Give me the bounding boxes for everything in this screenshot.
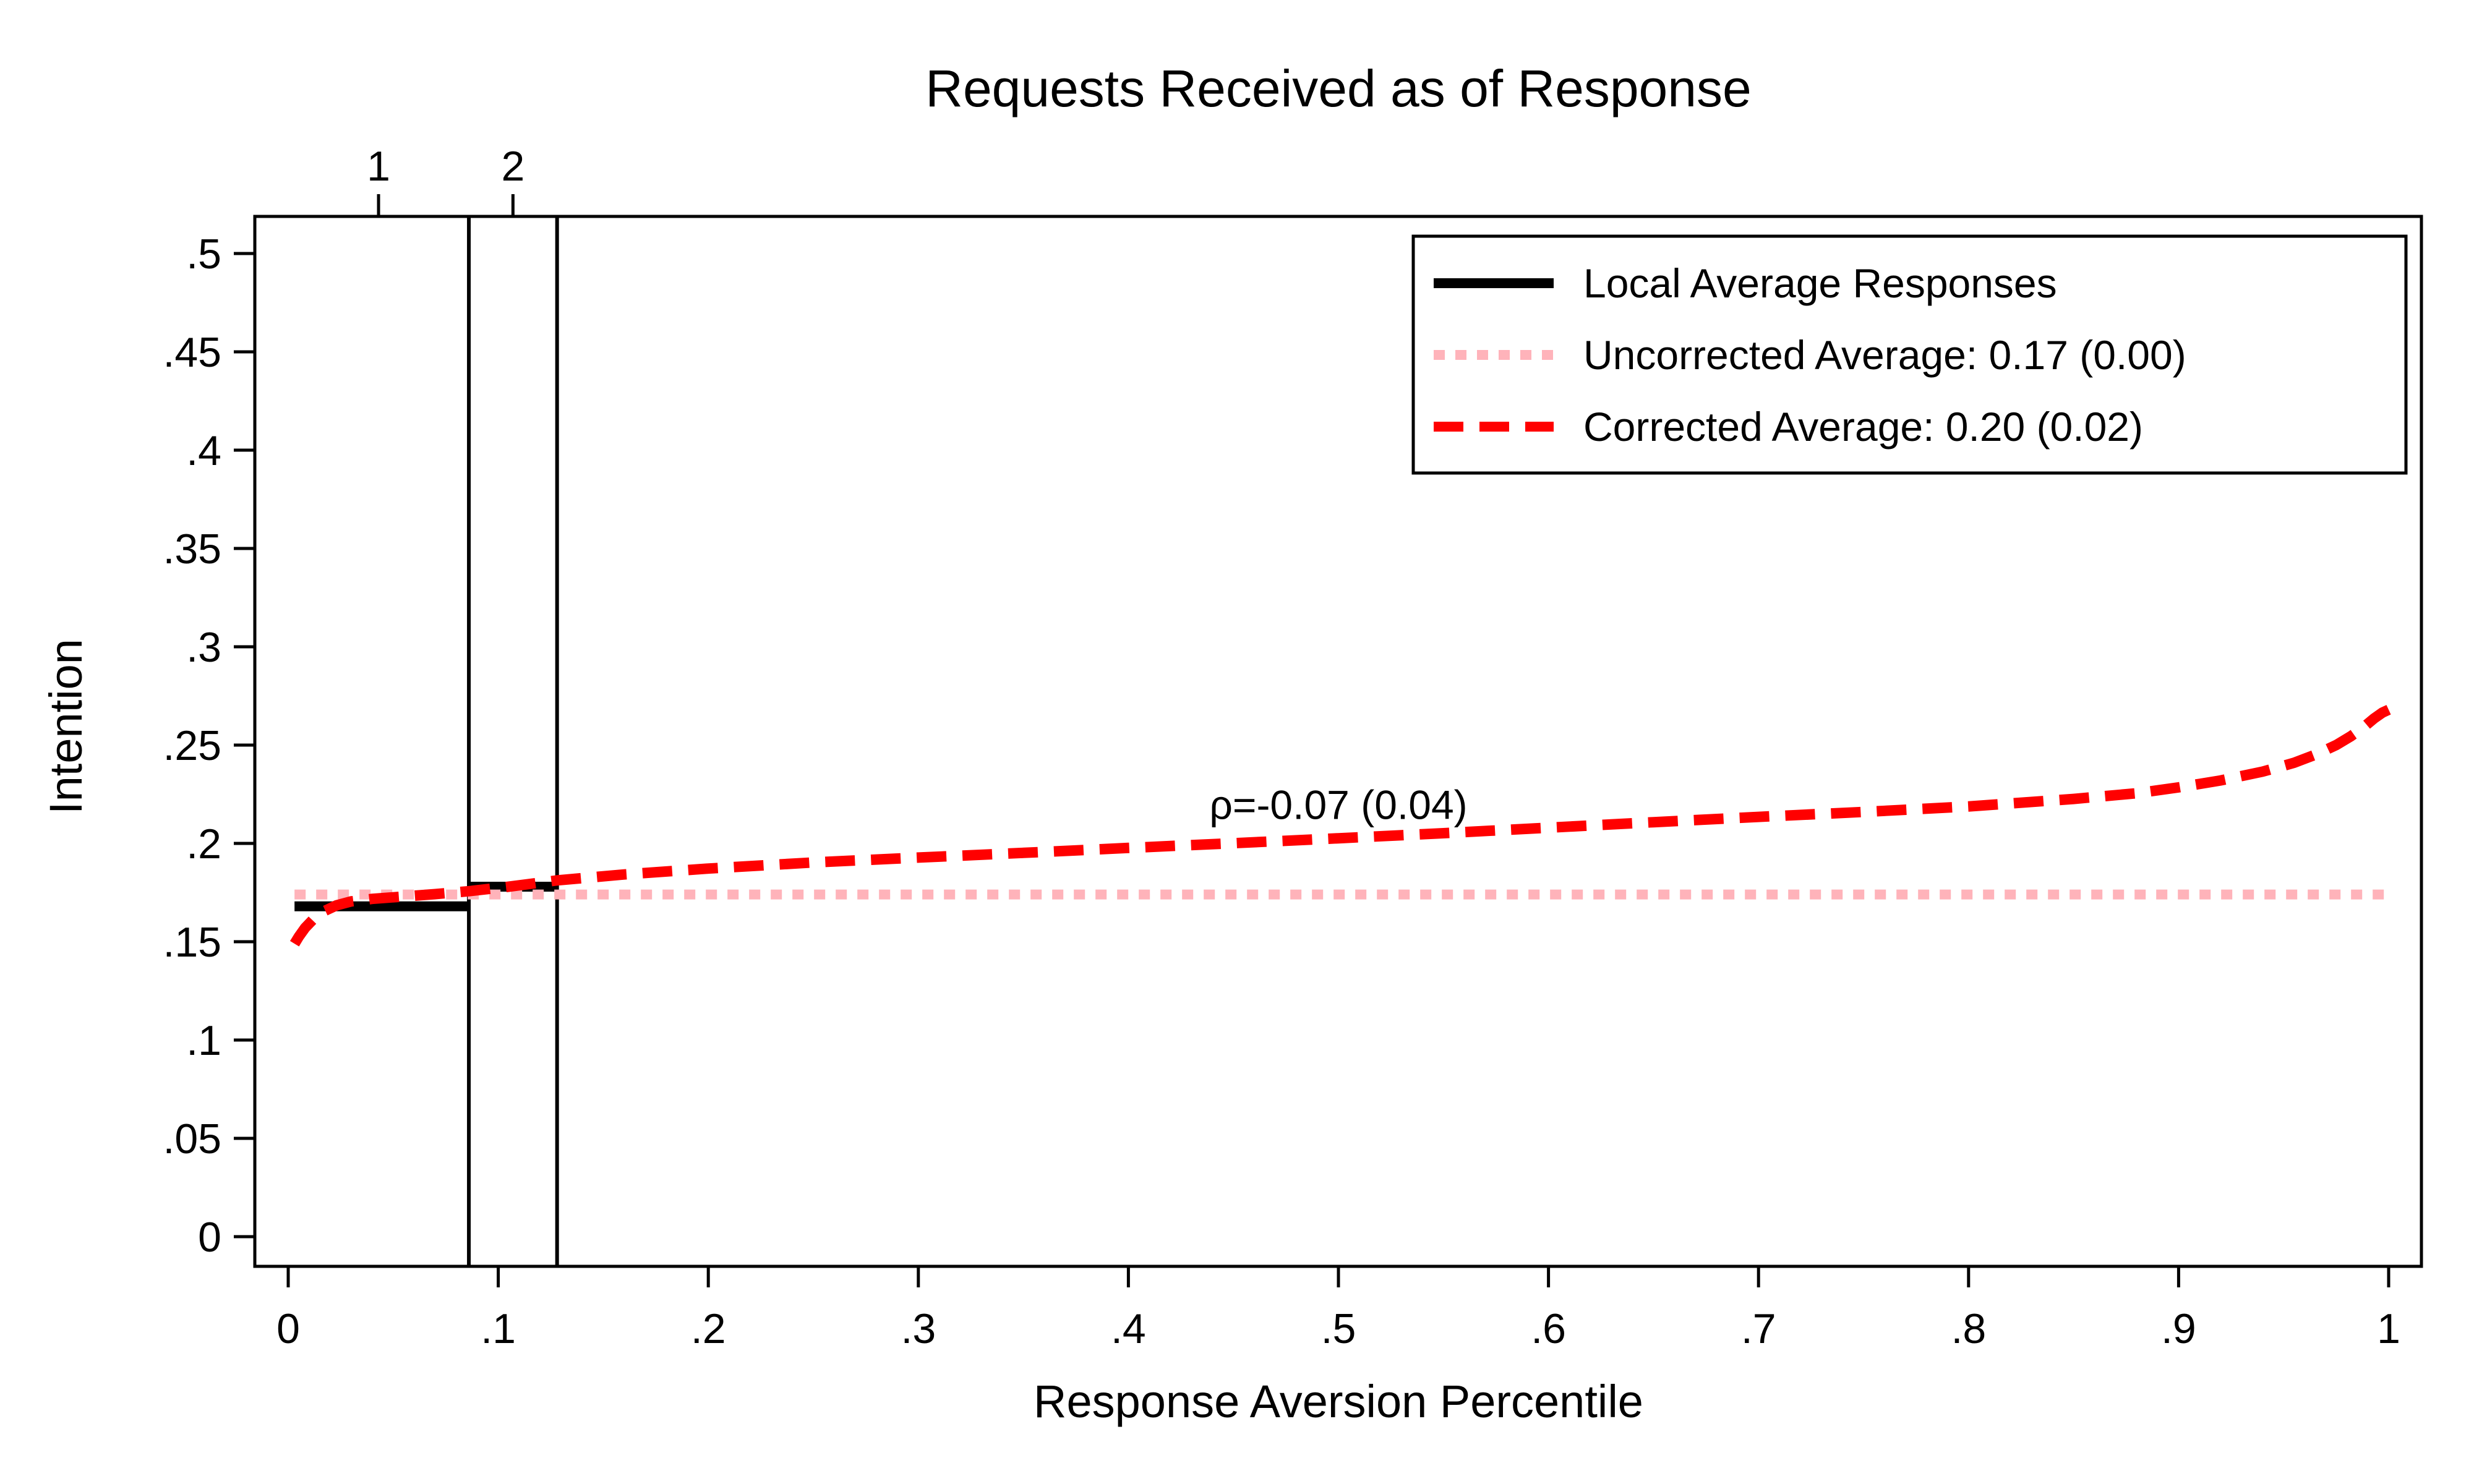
chart-title: Requests Received as of Response: [925, 59, 1752, 117]
x-tick-label: .8: [1951, 1305, 1987, 1352]
x-tick-label: .2: [690, 1305, 726, 1352]
x-tick-label: .5: [1320, 1305, 1356, 1352]
x-tick-label: .6: [1531, 1305, 1566, 1352]
y-tick-label: 0: [198, 1214, 221, 1261]
y-tick-label: .05: [163, 1115, 221, 1162]
y-tick-label: .3: [186, 624, 221, 671]
y-tick-label: .5: [186, 231, 221, 278]
x-tick-label: 1: [2377, 1305, 2400, 1352]
x-tick-label: .1: [481, 1305, 516, 1352]
legend-label-local-average: Local Average Responses: [1583, 260, 2057, 306]
y-tick-label: .45: [163, 329, 221, 376]
y-tick-label: .1: [186, 1017, 221, 1064]
y-tick-label: .35: [163, 526, 221, 573]
y-tick-label: .15: [163, 919, 221, 966]
x-tick-label: 0: [276, 1305, 300, 1352]
y-axis-label: Intention: [40, 639, 92, 814]
y-tick-label: .4: [186, 427, 221, 474]
x-tick-label: .9: [2161, 1305, 2196, 1352]
y-tick-label: .2: [186, 821, 221, 868]
legend-label-uncorrected-average: Uncorrected Average: 0.17 (0.00): [1583, 332, 2186, 378]
x-tick-label: .7: [1740, 1305, 1776, 1352]
rho-annotation: ρ=-0.07 (0.04): [1209, 782, 1468, 828]
legend-box: [1413, 236, 2406, 473]
top-axis-tick-label: 1: [367, 143, 390, 190]
legend-label-corrected-average: Corrected Average: 0.20 (0.02): [1583, 404, 2143, 450]
top-axis-tick-label: 2: [501, 143, 525, 190]
y-tick-label: .25: [163, 722, 221, 769]
x-axis-label: Response Aversion Percentile: [1034, 1376, 1643, 1427]
x-tick-label: .4: [1111, 1305, 1146, 1352]
x-tick-label: .3: [901, 1305, 936, 1352]
